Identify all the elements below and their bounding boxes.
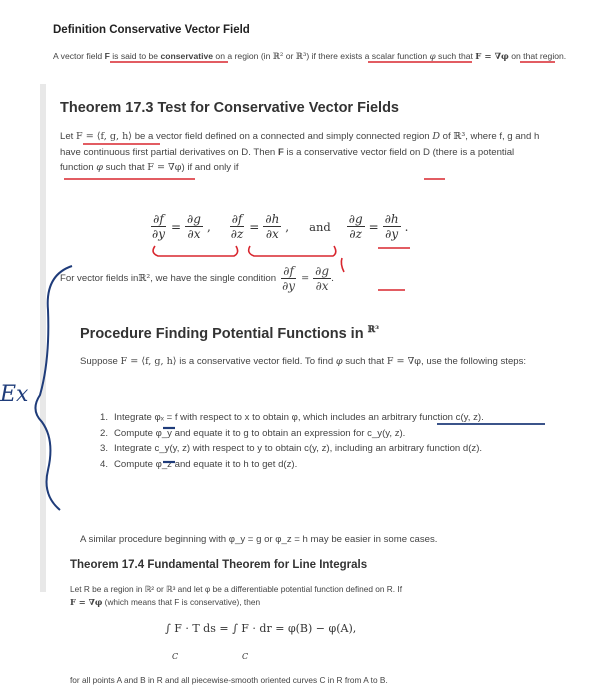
definition-text: A vector field F is said to be conservative on a region (in ℝ² or ℝ³) if there exists a scalar function φ such that F = ∇φ on that region.: [53, 51, 567, 62]
bracket: [341, 258, 344, 272]
list-item: 2. Compute φ_y and equate it to g to obtain an expression for c_y(y, z).: [100, 427, 406, 439]
line-integral-formula: ∫ F · T ds = ∫ F · dr = φ(B) − φ(A),: [165, 622, 357, 635]
procedure-steps: [100, 410, 550, 472]
list-item: 1. Integrate φₓ = f with respect to x to obtain φ, which includes an arbitrary function c(y, z).: [100, 412, 484, 423]
fraction: $\frac{\partial f}{\partial y}$: [152, 212, 165, 241]
theorem-17-3-title: Theorem 17.3 Test for Conservative Vector Fields: [60, 100, 399, 116]
integral-subscript: C: [172, 652, 179, 661]
theorem-side-bar: [40, 84, 46, 592]
similar-procedure-note: A similar procedure beginning with φ_y = g or φ_z = h may be easier in some cases.: [80, 534, 438, 545]
partial-derivative-conditions: $\frac{\partial f}{\partial y}$ = $\frac{\partial g}{\partial x}$ , $\frac{\partial f}{\partial z}$ = $\frac{\partial h}{\partial x}$ , and $\frac{\partial g}{\partial z}$ = $\frac{\partial h}{\partial y}$ .: [152, 212, 409, 241]
fraction: $\frac{\partial g}{\partial x}$: [315, 264, 330, 293]
fraction: $\frac{\partial h}{\partial x}$: [265, 212, 280, 241]
fraction: $\frac{\partial h}{\partial y}$: [384, 212, 399, 241]
r2-condition: For vector fields in ℝ² , we have the single condition $\frac{\partial f}{\partial y}$ = $\frac{\partial g}{\partial x}$ .: [60, 264, 335, 293]
procedure-title: Procedure Finding Potential Functions in $^{ℝ^3}$: [80, 325, 380, 342]
fraction: $\frac{\partial g}{\partial x}$: [187, 212, 201, 241]
fraction: $\frac{\partial g}{\partial z}$: [348, 212, 363, 241]
fraction: $\frac{\partial f}{\partial z}$: [230, 212, 244, 241]
handwritten-ex-label: Ex: [0, 382, 29, 407]
theorem-17-3-text: Let F = ⟨f, g, h⟩ be a vector field defined on a connected and simply connected region D of ℝ³, where f, g and h have continuous first partial derivatives on D. Then F is a conservative vector field on D (there is a potential function φ such that F = ∇φ) if and only if: [60, 131, 540, 173]
list-item: 4. Compute φ_z and equate it to h to get d(z).: [100, 458, 298, 470]
definition-title: Definition Conservative Vector Field: [53, 24, 250, 36]
fraction: $\frac{\partial f}{\partial y}$: [282, 264, 296, 293]
bracket: [249, 246, 336, 256]
procedure-intro: Suppose F = ⟨f, g, h⟩ is a conservative vector field. To find φ such that F = ∇φ, use the following steps:: [80, 356, 527, 367]
theorem-17-4-footnote: for all points A and B in R and all piecewise-smooth oriented curves C in R from A to B.: [70, 675, 388, 685]
integral-subscript: C: [242, 652, 249, 661]
list-item: 3. Integrate c_y(y, z) with respect to y to obtain c(y, z), including an arbitrary function d(z).: [100, 443, 483, 454]
theorem-17-4-text: Let R be a region in ℝ² or ℝ³ and let φ be a differentiable potential function defined on R. If F = ∇φ (which means that F is conservative), then: [70, 584, 403, 607]
bracket: [153, 246, 238, 256]
theorem-17-4-title: Theorem 17.4 Fundamental Theorem for Line Integrals: [70, 559, 368, 571]
